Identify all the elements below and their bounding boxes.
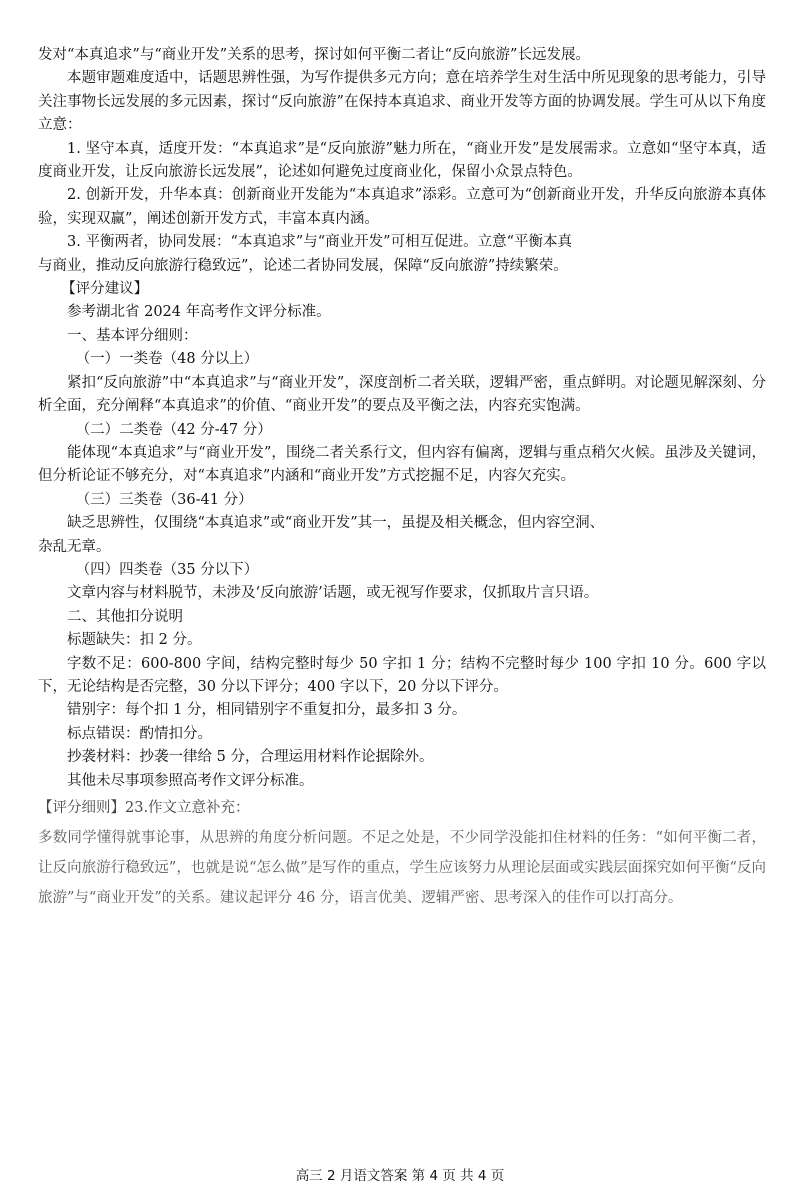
deduction-wordcount: 字数不足：600-800 字间，结构完整时每少 50 字扣 1 分；结构不完整时每少 100 字扣 10 分。600 字以下，无论结构是否完整，30 分以下评分；400 字以下，20 分以下评分。 bbox=[38, 655, 766, 695]
document-body bbox=[38, 44, 766, 913]
deduction-punctuation: 标点错误：酌情扣分。 bbox=[67, 725, 212, 742]
supplement-body: 多数同学懂得就事论事，从思辨的角度分析问题。不足之处是，不少同学没能扣住材料的任务：“如何平衡二者，让反向旅游行稳致远”，也就是说“怎么做”是写作的重点，学生应该努力从理论层面或实践层面探究如何平衡“反向旅游”与“商业开发”的关系。建议起评分 46 分，语言优美、逻辑严密、思考深入的佳作可以打高分。 bbox=[38, 830, 766, 906]
basic-rules-heading: 一、基本评分细则： bbox=[67, 327, 198, 344]
grade-2-text: 能体现“本真追求”与“商业开发”，围绕二者关系行文，但内容有偏离，逻辑与重点稍欠火候。虽涉及关键词，但分析论证不够充分，对“本真追求”内涵和“商业开发”方式挖掘不足，内容欠充实。 bbox=[38, 444, 766, 485]
angle-3-continued: 与商业，推动反向旅游行稳致远”，论述二者协同发展，保障“反向旅游”持续繁荣。 bbox=[38, 257, 568, 274]
page-footer: 高三 2 月语文答案 第 4 页 共 4 页 bbox=[295, 1168, 505, 1184]
deduction-title: 标题缺失：扣 2 分。 bbox=[67, 632, 202, 649]
supplement-heading: 【评分细则】23.作文立意补充： bbox=[38, 800, 250, 816]
section-heading-scoring: 【评分建议】 bbox=[61, 281, 149, 298]
other-deductions-heading: 二、其他扣分说明 bbox=[67, 608, 183, 625]
paragraph-continuation: 发对“本真追求”与“商业开发”关系的思考，探讨如何平衡二者让“反向旅游”长远发展。 bbox=[38, 47, 590, 63]
angle-3: 3. 平衡两者，协同发展：“本真追求”与“商业开发”可相互促进。立意“平衡本真 bbox=[67, 234, 573, 251]
grade-4-heading: （四）四类卷（35 分以下） bbox=[75, 561, 259, 578]
angle-1: 1. 坚守本真，适度开发：“本真追求”是“反向旅游”魅力所在，“商业开发”是发展需求。立意如“坚守本真，适度商业开发，让反向旅游长远发展”，论述如何避免过度商业化，保留小众景点特色。 bbox=[38, 140, 766, 181]
grade-3-text-continued: 杂乱无章。 bbox=[38, 538, 111, 555]
grade-1-heading: （一）一类卷（48 分以上） bbox=[75, 351, 259, 368]
grade-3-text: 缺乏思辨性，仅围绕“本真追求”或“商业开发”其一，虽提及相关概念，但内容空洞、 bbox=[67, 515, 605, 532]
grade-4-text: 文章内容与材料脱节，未涉及‘反向旅游’话题，或无视写作要求，仅抓取片言只语。 bbox=[67, 585, 599, 602]
angle-2: 2. 创新开发，升华本真：创新商业开发能为“本真追求”添彩。立意可为“创新商业开发，升华反向旅游本真体验，实现双赢”，阐述创新开发方式，丰富本真内涵。 bbox=[38, 187, 766, 227]
grade-2-heading: （二）二类卷（42 分-47 分） bbox=[75, 421, 272, 438]
grade-1-text: 紧扣“反向旅游”中“本真追求”与“商业开发”，深度剖析二者关联，逻辑严密，重点鲜明。对论题见解深刻、分析全面，充分阐释“本真追求”的价值、“商业开发”的要点及平衡之法，内容充实饱满。 bbox=[38, 374, 766, 415]
deduction-plagiarism: 抄袭材料：抄袭一律给 5 分，合理运用材料作论据除外。 bbox=[67, 749, 434, 766]
paragraph-analysis: 本题审题难度适中，话题思辨性强，为写作提供多元方向；意在培养学生对生活中所见现象的思考能力，引导关注事物长远发展的多元因素，探讨“反向旅游”在保持本真追求、商业开发等方面的协调发展。学生可从以下角度立意： bbox=[38, 70, 766, 134]
scoring-reference: 参考湖北省 2024 年高考作文评分标准。 bbox=[67, 304, 331, 321]
deduction-other: 其他未尽事项参照高考作文评分标准。 bbox=[67, 772, 314, 789]
grade-3-heading: （三）三类卷（36-41 分） bbox=[75, 491, 253, 508]
deduction-typos: 错别字：每个扣 1 分，相同错别字不重复扣分，最多扣 3 分。 bbox=[67, 702, 467, 719]
